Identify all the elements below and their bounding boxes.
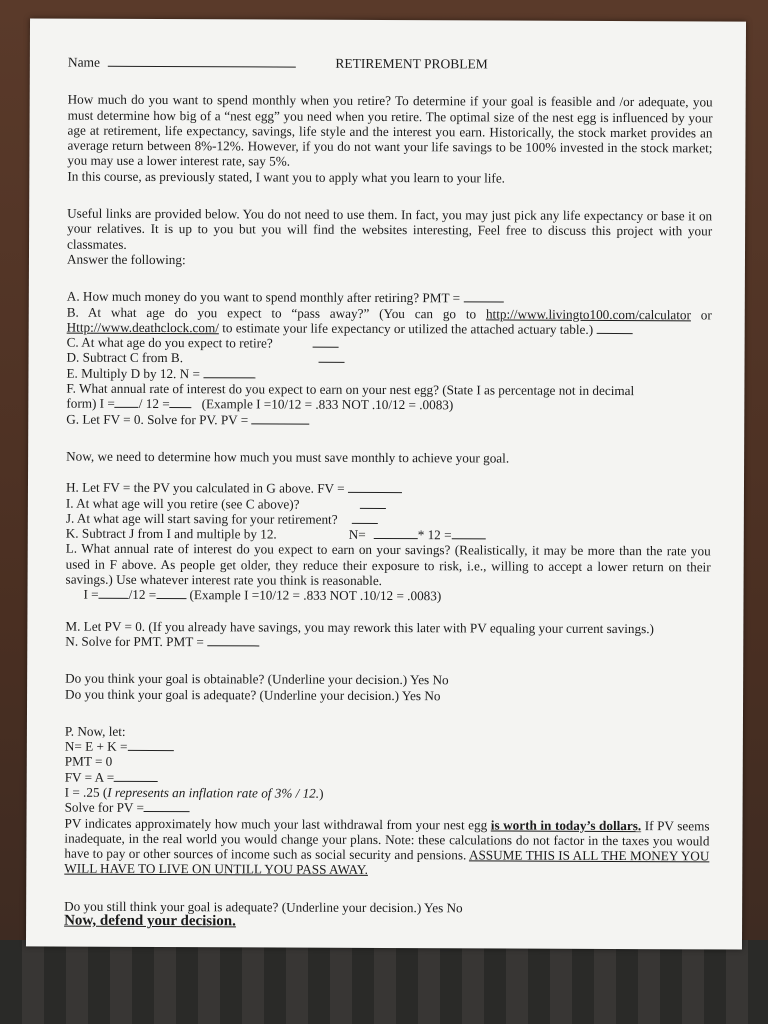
name-label: Name: [67, 54, 101, 70]
worksheet-content: [64, 55, 713, 932]
pmt-blank: [463, 291, 503, 303]
item-i: I. At what age will you retire (see C above)?: [66, 495, 711, 513]
section-p: [64, 723, 710, 879]
section-h-l: [65, 480, 711, 605]
section-a-g: [66, 289, 712, 429]
defend-decision-heading: Now, defend your decision.: [64, 912, 236, 930]
item-p-pv: Solve for PV =: [65, 800, 710, 818]
item-e: E. Multiply D by 12. N =: [66, 365, 711, 383]
pv-note: PV indicates approximately how much your last withdrawal from your nest egg is worth in today’s dollars. If PV seems inadequate, in the real world you would change your plans. Note: these calculations do not factor in the taxes you would have to pay or other sources of income such as social security and pensions. ASSUME THIS IS ALL THE MONEY YOU WILL HAVE TO LIVE ON UNTILL YOU PASS AWAY.: [64, 815, 710, 878]
item-p-i: I = .25 (I represents an inflation rate of 3% / 12.): [64, 784, 324, 801]
item-f: F. What annual rate of interest do you expect to earn on your nest egg? (State I as percentage not in decimal: [66, 380, 635, 399]
closing-question: Do you still think your goal is adequate? (Underline your decision.) Yes No: [64, 898, 463, 916]
item-b: B. At what age do you expect to “pass away?” (You can go to http://www.livingto100.com/calculator or Http://www.deathclock.com/ to estimate your life expectancy or utilized the attached actuary table.): [66, 304, 712, 337]
item-g: G. Let FV = 0. Solve for PV. PV =: [66, 411, 711, 429]
intro-line2: In this course, as previously stated, I want you to apply what you learn to your life.: [67, 168, 506, 186]
item-c: C. At what age do you expect to retire?: [67, 335, 712, 353]
life-expectancy-blank: [596, 322, 632, 334]
item-j: J. At what age will start saving for your retirement?: [66, 510, 711, 528]
answer-label: Answer the following:: [66, 251, 186, 268]
item-d: D. Subtract C from B.: [67, 350, 712, 368]
item-k: K. Subtract J from I and multiple by 12. N= * 12 =: [66, 526, 711, 544]
intro-paragraph: How much do you want to spend monthly when you retire? To determine if your goal is feasible and /or adequate, you must determine how big of a “nest egg” you need when you retire. The optimal size of the nest egg is influenced by your age at retirement, life expectancy, savings, life style and the interest you earn. Historically, the stock market provides an average return between 8%-12%. However, if you do not want your life savings to be 100% invested in the stock market; you may use a lower interest rate, say 5%.: [67, 91, 713, 170]
worksheet-paper: [26, 18, 746, 949]
item-p-n: N= E + K =: [65, 739, 710, 757]
page-title: RETIREMENT PROBLEM: [335, 55, 488, 72]
item-f-line2: form) I = / 12 = (Example I =10/12 = .833 NOT .10/12 = .0083): [66, 395, 454, 413]
transition-text: Now, we need to determine how much you must save monthly to achieve your goal.: [66, 448, 510, 466]
header: [68, 55, 488, 72]
floor-background: [0, 940, 768, 1024]
item-p-fv: FV = A =: [65, 769, 710, 787]
links-paragraph: Useful links are provided below. You do not need to use them. In fact, you may just pick any life expectancy or base it on your relatives. It is up to you but you will find the websites interesting, Feel free to discuss this project with your classmates.: [67, 205, 713, 252]
name-blank: [107, 55, 295, 68]
item-n: N. Solve for PMT. PMT =: [65, 634, 710, 652]
question-adequate: Do you think your goal is adequate? (Underline your decision.) Yes No: [65, 686, 441, 703]
livingto100-link[interactable]: http://www.livingto100.com/calculator: [485, 305, 691, 322]
item-p-pmt: PMT = 0: [64, 753, 113, 770]
deathclock-link[interactable]: Http://www.deathclock.com/: [66, 319, 219, 336]
item-l-line2: I = /12 = (Example I =10/12 = .833 NOT .10/12 = .0083): [83, 586, 442, 604]
todays-dollars-emphasis: is worth in today’s dollars.: [490, 817, 642, 833]
section-m-n: [65, 618, 710, 651]
assume-statement: ASSUME THIS IS ALL THE MONEY YOU WILL HAVE TO LIVE ON UNTILL YOU PASS AWAY.: [64, 847, 710, 878]
item-h: H. Let FV = the PV you calculated in G above. FV =: [66, 480, 711, 498]
item-m: M. Let PV = 0. (If you already have savings, you may rework this later with PV equaling your current savings.): [65, 618, 654, 636]
item-a: A. How much money do you want to spend monthly after retiring? PMT =: [67, 289, 712, 307]
item-l: L. What annual rate of interest do you expect to earn on your savings? (Realistically, it may be more than the rate you used in F above. As people get older, they reduce their exposure to risk, i.e., willing to accept a lower return on their savings.) Use whatever interest rate you think is reasonable.: [65, 541, 711, 588]
name-field: [68, 55, 296, 71]
item-p: P. Now, let:: [64, 723, 126, 739]
question-obtainable: Do you think your goal is obtainable? (Underline your decision.) Yes No: [65, 670, 449, 688]
